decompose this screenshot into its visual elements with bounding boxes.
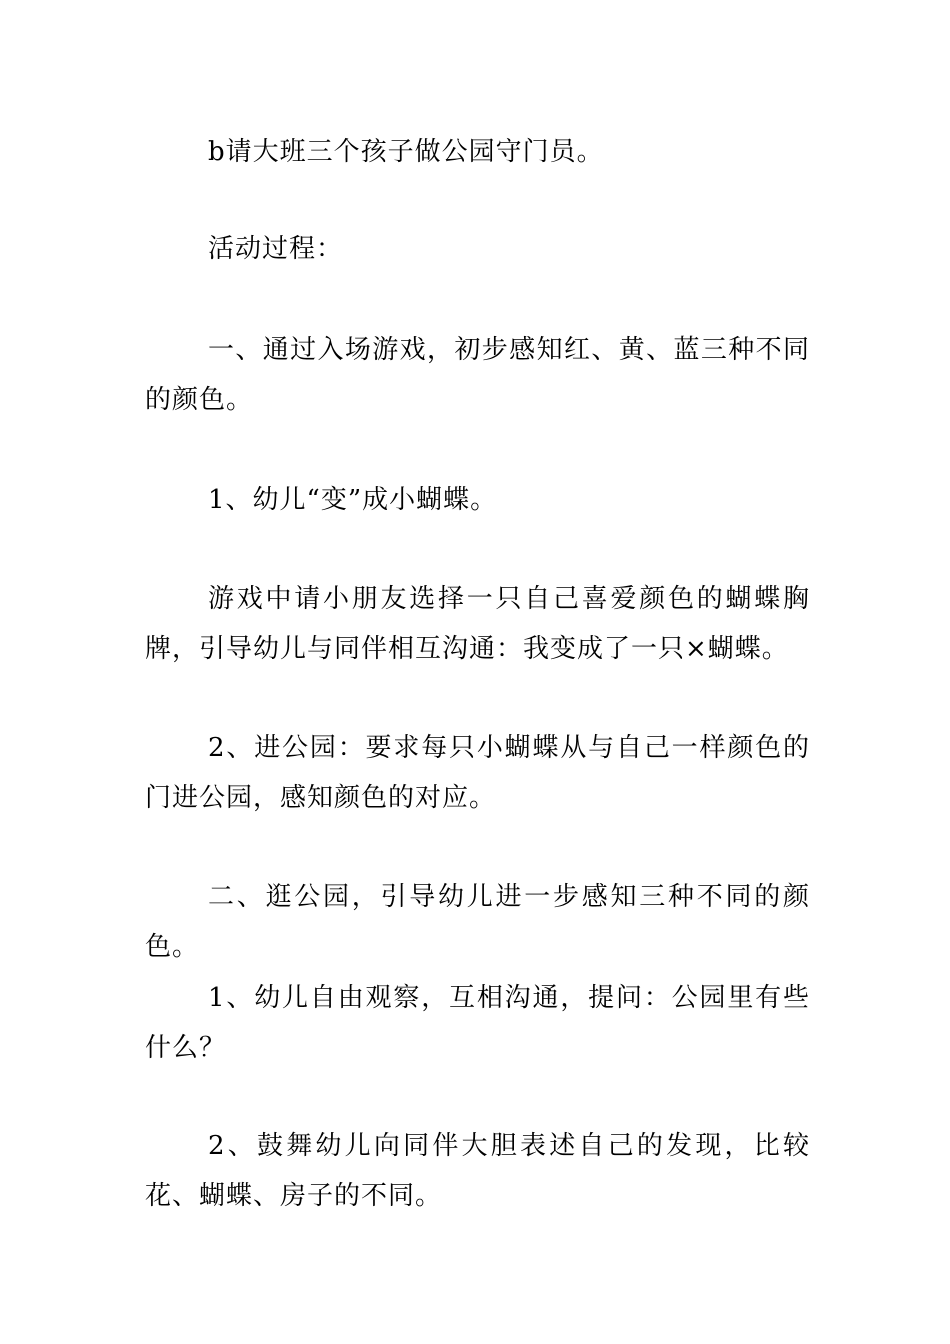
paragraph-section-one: 一、通过入场游戏，初步感知红、黄、蓝三种不同的颜色。 [145, 335, 810, 415]
paragraph-enter-park: 2、进公园：要求每只小蝴蝶从与自己一样颜色的门进公园，感知颜色的对应。 [145, 733, 810, 813]
paragraph-item-butterfly: 1、幼儿“变”成小蝴蝶。 [208, 485, 498, 515]
paragraph-activity-process: 活动过程： [208, 234, 344, 264]
paragraph-badge-game: 游戏中请小朋友选择一只自己喜爱颜色的蝴蝶胸牌，引导幼儿与同伴相互沟通：我变成了一只×蝴蝶。 [145, 584, 810, 664]
paragraph-encourage: 2、鼓舞幼儿向同伴大胆表述自己的发现，比较花、蝴蝶、房子的不同。 [145, 1131, 810, 1211]
paragraph-free-observe: 1、幼儿自由观察，互相沟通，提问：公园里有些什么？ [145, 983, 810, 1063]
paragraph-gatekeeper: b请大班三个孩子做公园守门员。 [208, 137, 604, 167]
paragraph-section-two: 二、逛公园，引导幼儿进一步感知三种不同的颜色。 [145, 882, 810, 962]
